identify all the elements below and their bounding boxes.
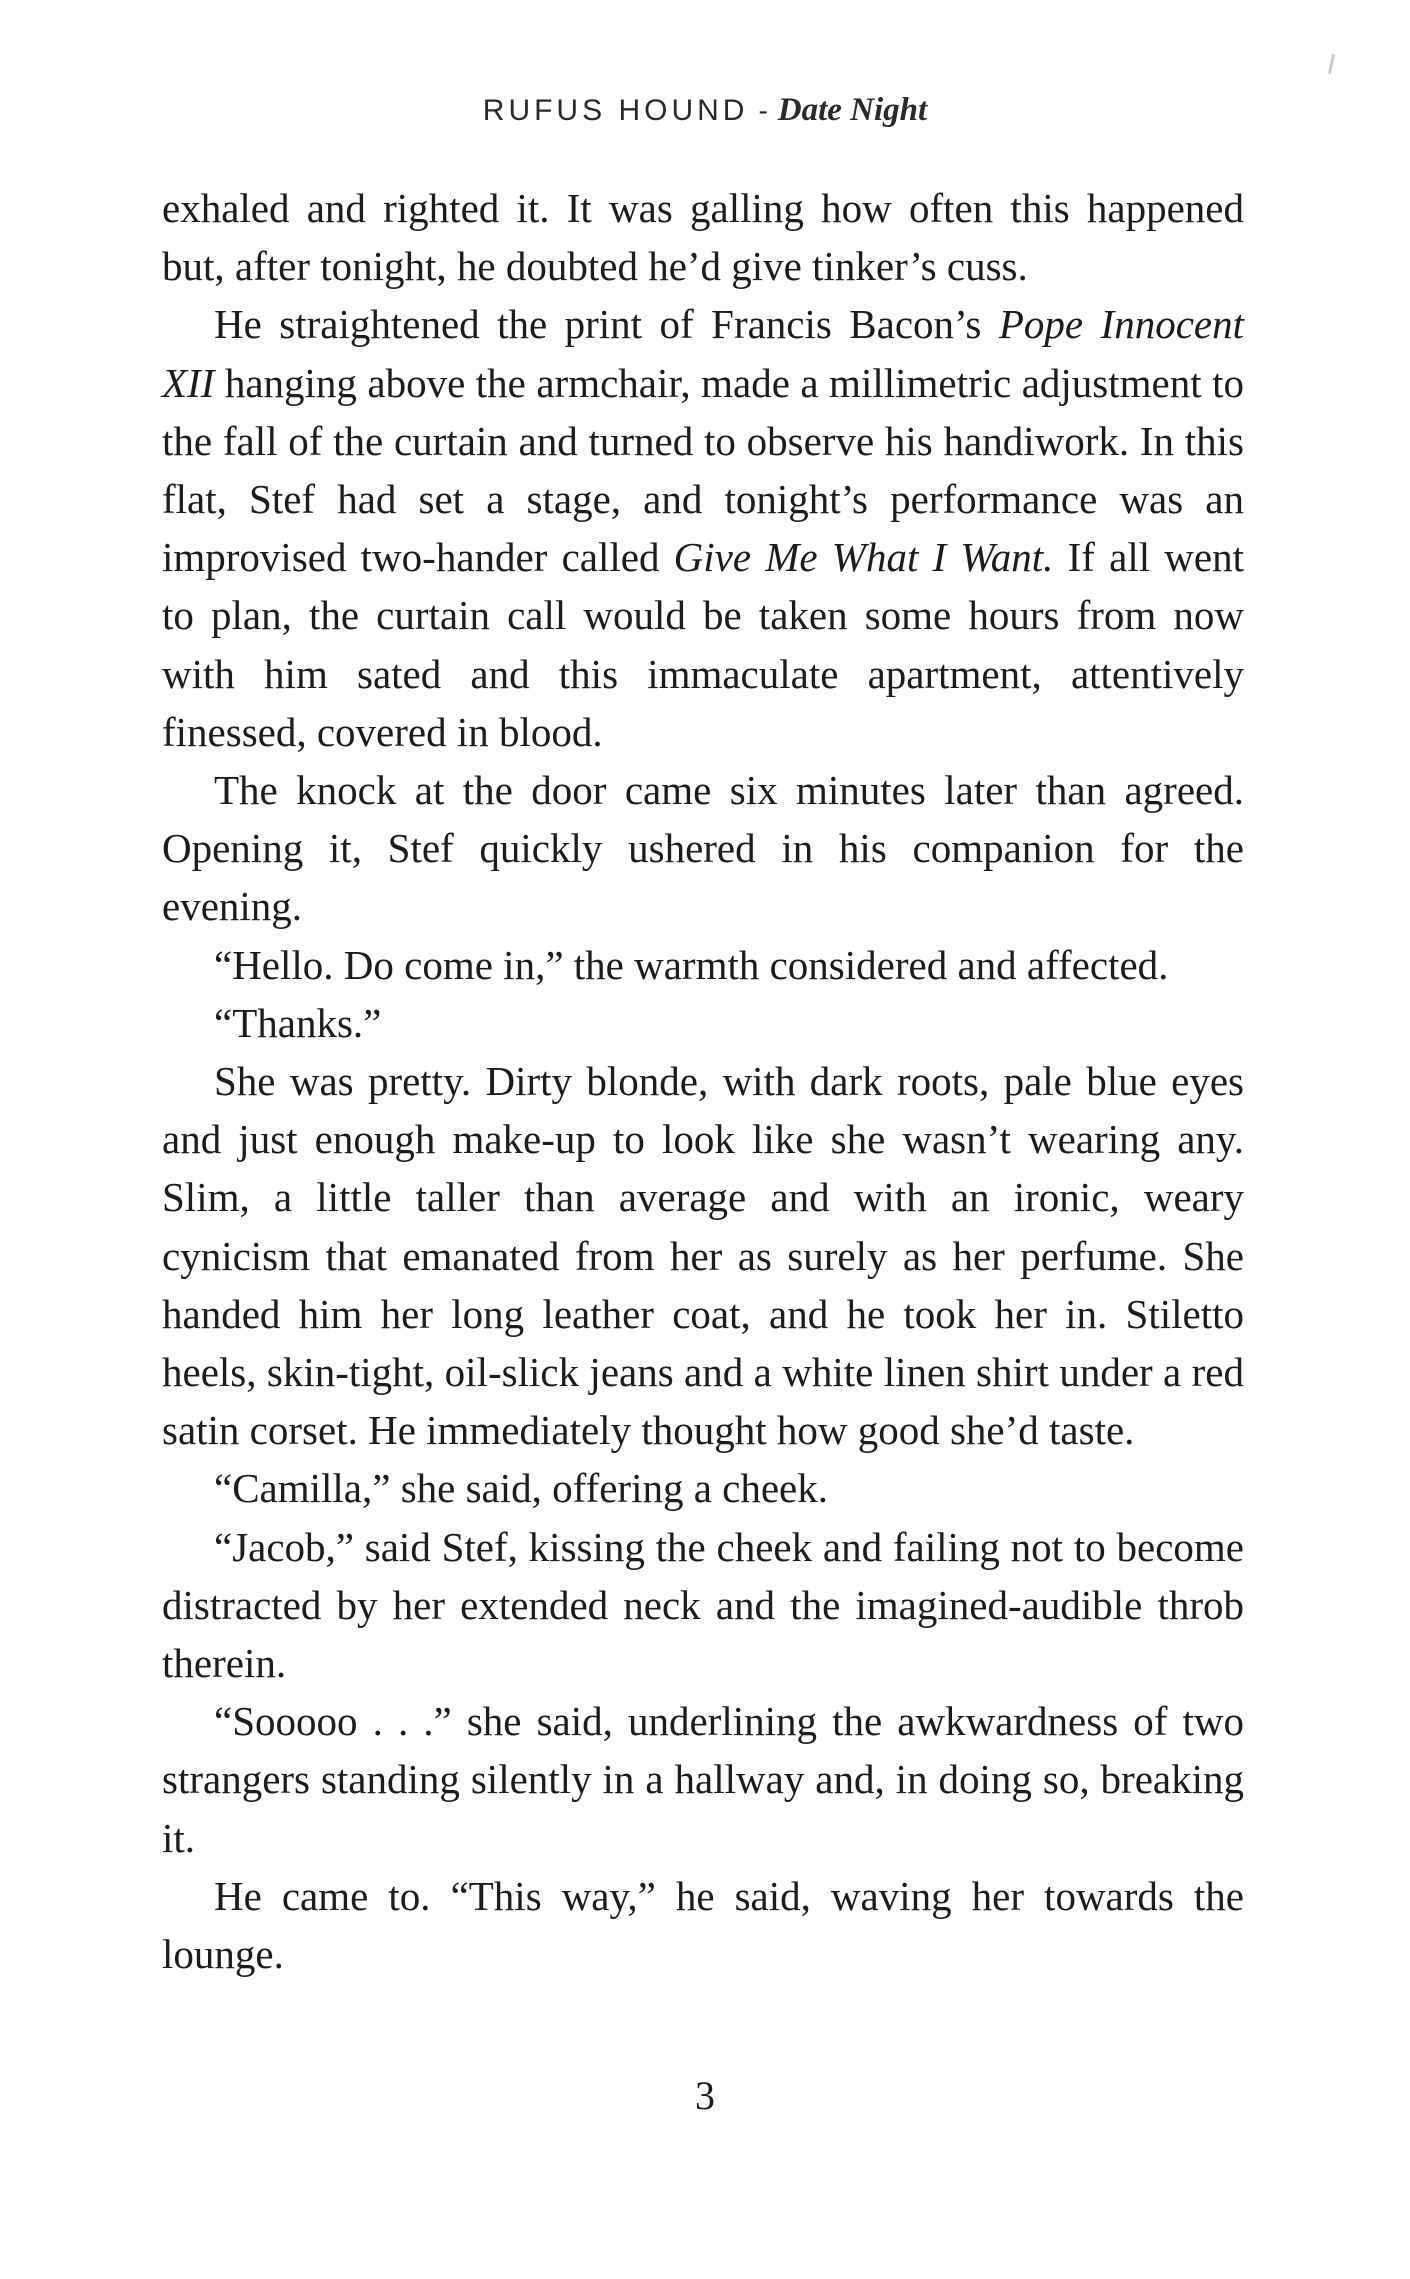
scan-speck [1328,54,1335,74]
paragraph: “Thanks.” [214,999,382,1046]
body-text [162,179,1244,1983]
running-head-author: RUFUS HOUND [482,94,749,127]
running-head-title: Date Night [777,92,928,128]
paragraph: “Sooooo . . .” she said, underlining the awkwardness of two strangers standing silently in a hallway and, in doing so, breaking it. [162,1698,1244,1861]
italic-title: Pope Innocent XII [162,301,1244,406]
paragraph: “Hello. Do come in,” the warmth considered and affected. [214,941,1169,988]
paragraph: The knock at the door came six minutes later than agreed. Opening it, Stef quickly ushered in his companion for the evening. [162,767,1244,930]
running-head [0,92,1410,129]
paragraph: “Camilla,” she said, offering a cheek. [214,1465,828,1512]
paragraph: She was pretty. Dirty blonde, with dark roots, pale blue eyes and just enough make-up to look like she wasn’t wearing any. Slim, a little taller than average and with an ironic, weary cynicism that emanated from her as surely as her perfume. She handed him her long leather coat, and he took her in. Stiletto heels, skin-tight, oil-slick jeans and a white linen shirt under a red satin corset. He immediately thought how good she’d taste. [162,1058,1244,1454]
running-head-separator: - [758,95,768,126]
paragraph: “Jacob,” said Stef, kissing the cheek and failing not to become distracted by her extended neck and the imagined-audible throb therein. [162,1523,1244,1687]
paragraph: He came to. “This way,” he said, waving her towards the lounge. [162,1872,1244,1978]
paragraph: He straightened the print of Francis Bacon’s Pope Innocent XII hanging above the armchair, made a millimetric adjustment to the fall of the curtain and turned to observe his handiwork. In this flat, Stef had set a stage, and tonight’s performance was an improvised two-hander called Give Me What I Want. If all went to plan, the curtain call would be taken some hours from now with him sated and this immaculate apartment, attentively finessed, covered in blood. [162,301,1244,755]
paragraph: exhaled and righted it. It was galling how often this happened but, after tonight, he doubted he’d give tinker’s cuss. [162,185,1244,290]
italic-title: Give Me What I Want. [673,534,1054,581]
page-number: 3 [695,2073,715,2118]
